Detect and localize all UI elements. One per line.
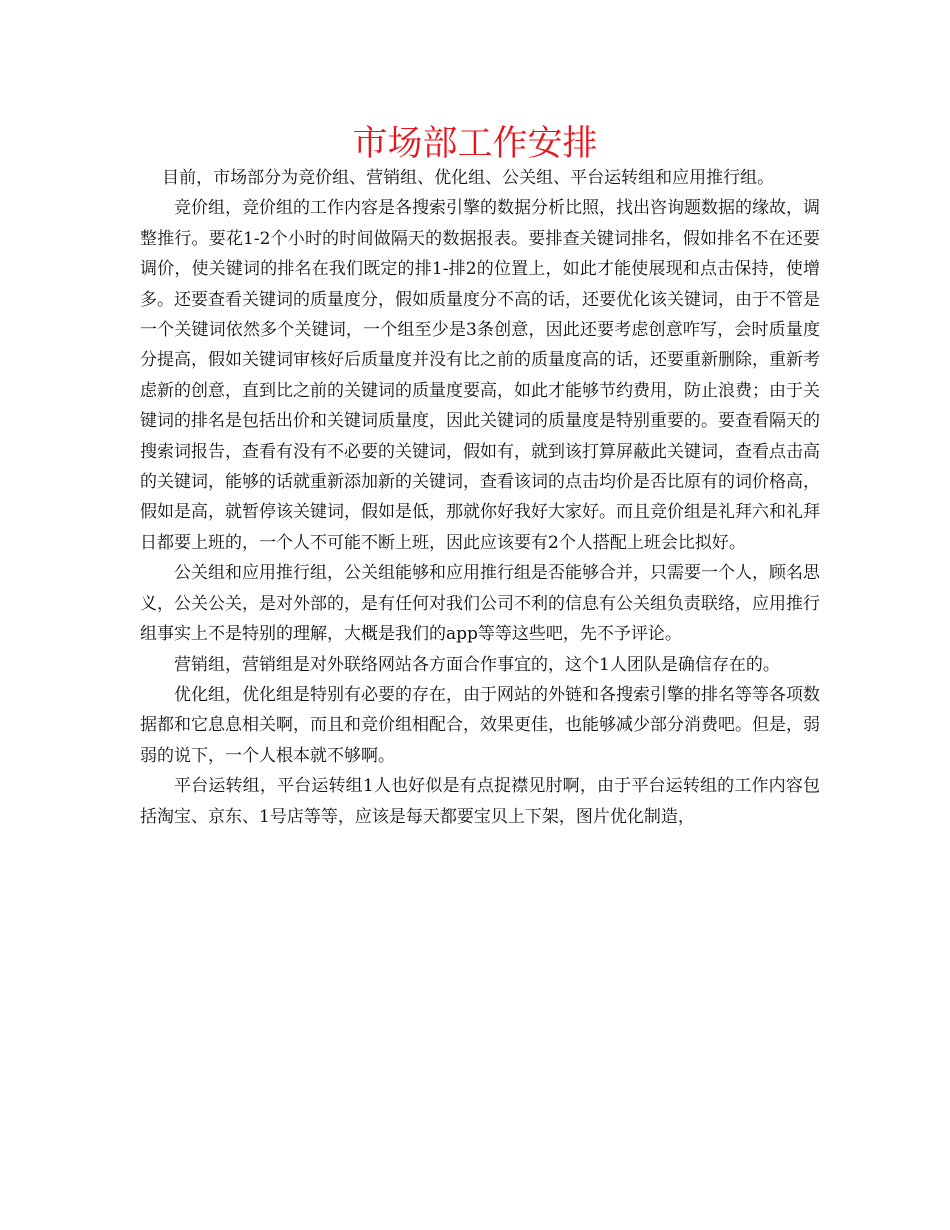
document-body [140,163,820,832]
paragraph-marketing-group: 营销组，营销组是对外联络网站各方面合作事宜的，这个1人团队是确信存在的。 [174,654,780,675]
paragraph-platform-group: 平台运转组，平台运转组1人也好似是有点捉襟见肘啊，由于平台运转组的工作内容包括淘宝、京东、1号店等等，应该是每天都要宝贝上下架，图片优化制造， [140,776,820,827]
document-title: 市场部工作安排 [352,124,598,164]
paragraph-bidding-group: 竞价组，竞价组的工作内容是各搜索引擎的数据分析比照，找出咨询题数据的缘故，调整推行。要花1-2个小时的时间做隔天的数据报表。要排查关键词排名，假如排名不在还要调价，使关键词的排名在我们既定的排1-排2的位置上，如此才能使展现和点击保持，使增多。还要查看关键词的质量度分，假如质量度分不高的话，还要优化该关键词，由于不管是一个关键词依然多个关键词，一个组至少是3条创意，因此还要考虑创意咋写，会时质量度分提高，假如关键词审核好后质量度并没有比之前的质量度高的话，还要重新删除，重新考虑新的创意，直到比之前的关键词的质量度要高，如此才能够节约费用，防止浪费；由于关键词的排名是包括出价和关键词质量度，因此关键词的质量度是特别重要的。要查看隔天的搜索词报告，查看有没有不必要的关键词，假如有，就到该打算屏蔽此关键词，查看点击高的关键词，能够的话就重新添加新的关键词，查看该词的点击均价是否比原有的词价格高，假如是高，就暂停该关键词，假如是低，那就你好我好大家好。而且竞价组是礼拜六和礼拜日都要上班的，一个人不可能不断上班，因此应该要有2个人搭配上班会比拟好。 [140,198,820,553]
paragraph-intro: 目前，市场部分为竞价组、营销组、优化组、公关组、平台运转组和应用推行组。 [162,168,775,188]
paragraph-pr-app-group: 公关组和应用推行组，公关组能够和应用推行组是否能够合并，只需要一个人，顾名思义，公关公关，是对外部的，是有任何对我们公司不利的信息有公关组负责联络，应用推行组事实上不是特别的理解，大概是我们的app等等这些吧，先不予评论。 [140,563,820,645]
paragraph-optimization-group: 优化组，优化组是特别有必要的存在，由于网站的外链和各搜索引擎的排名等等各项数据都和它息息相关啊，而且和竞价组相配合，效果更佳，也能够减少部分消费吧。但是，弱弱的说下，一个人根本就不够啊。 [140,684,820,766]
